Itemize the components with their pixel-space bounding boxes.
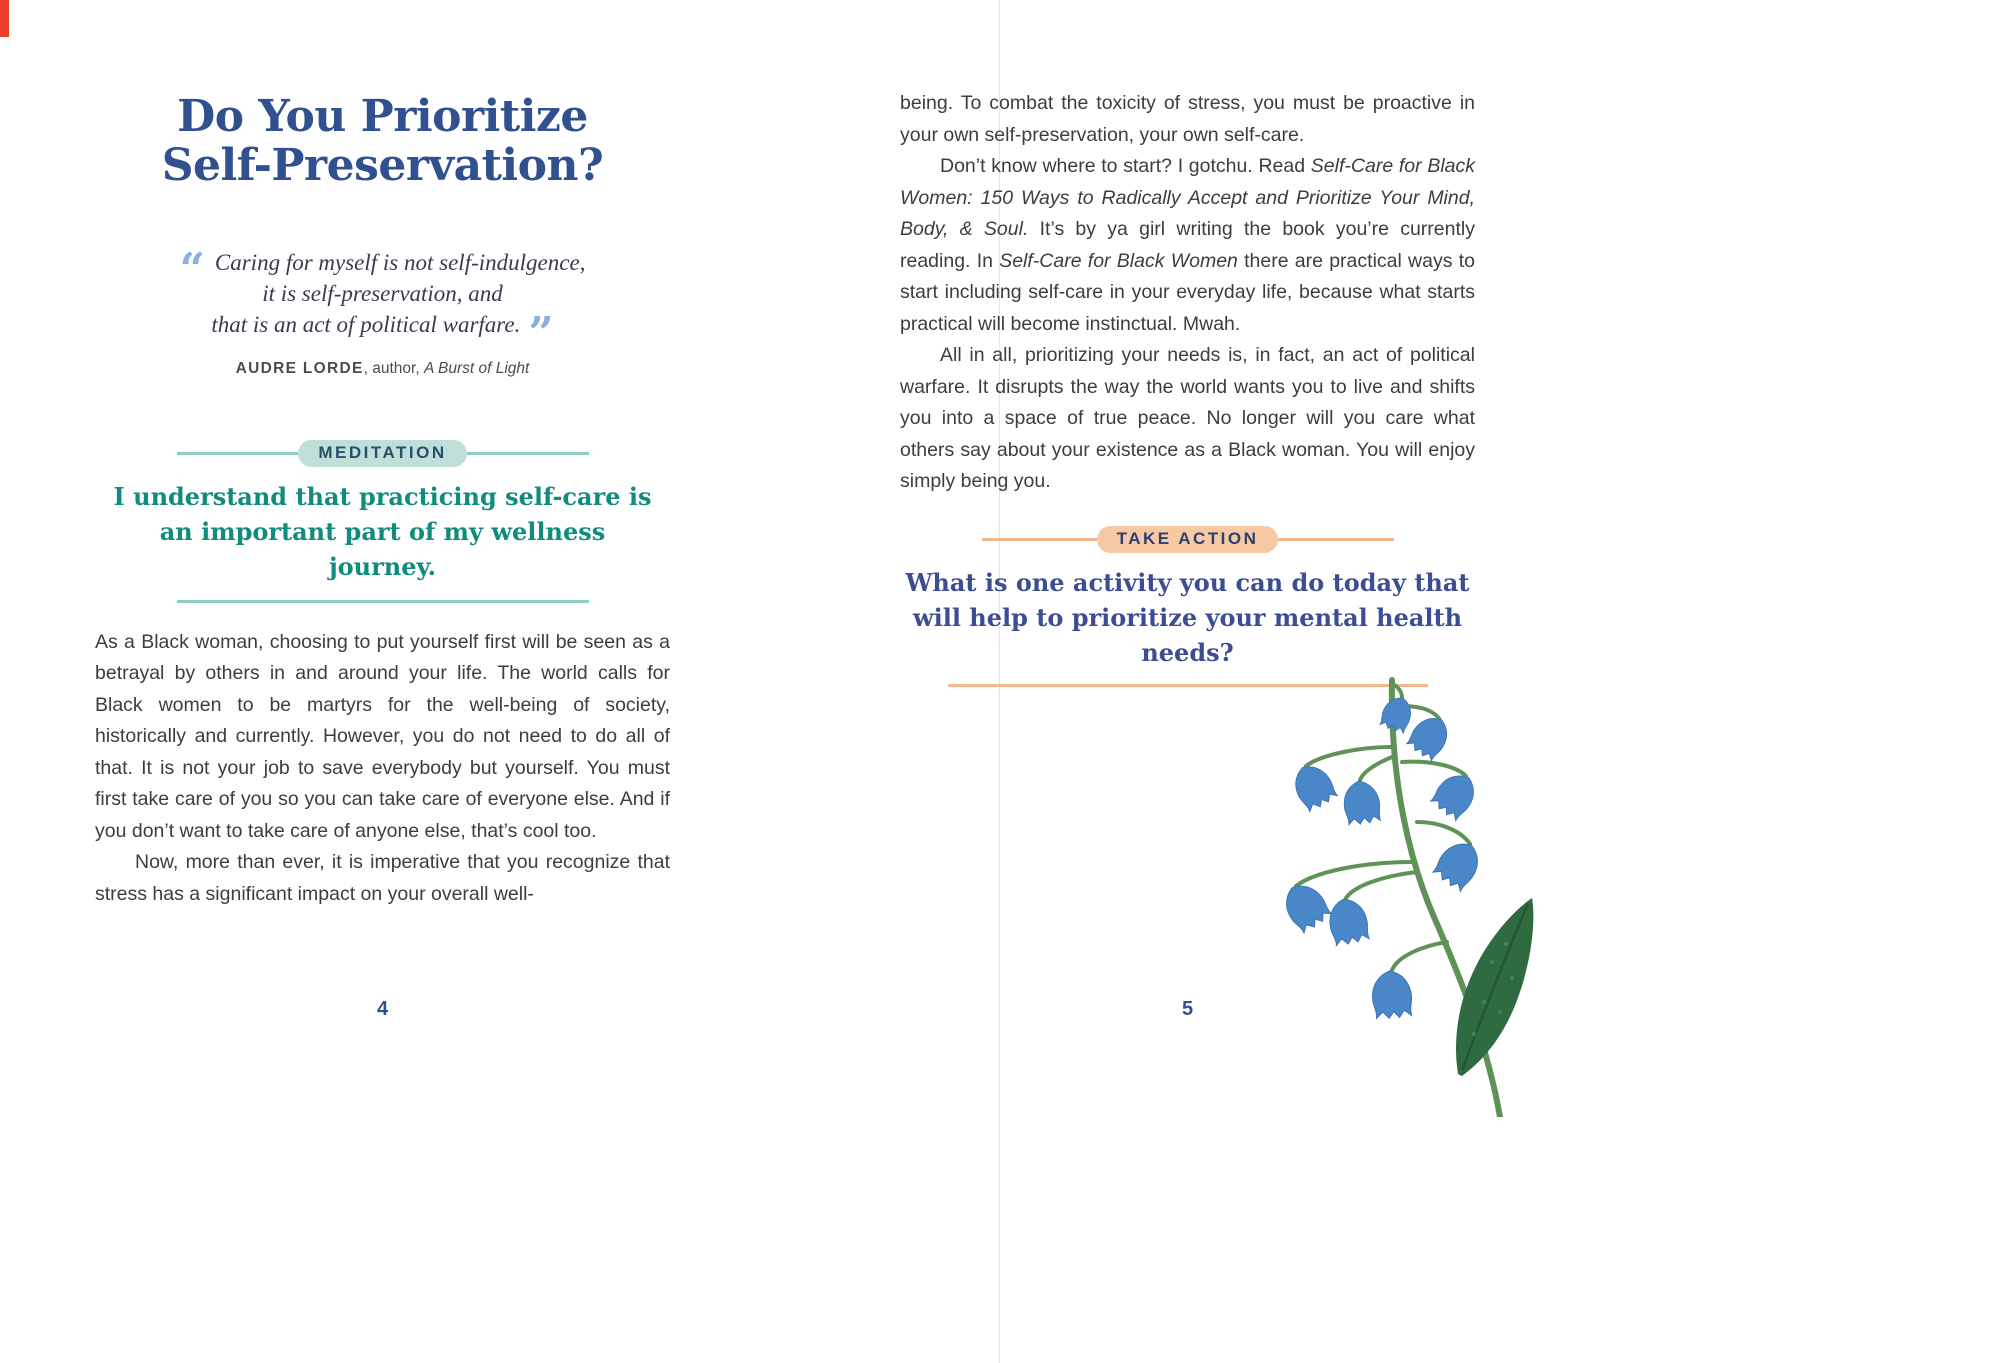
text-segment: being. To combat the toxicity of stress, you must be proactive in your own self-preservation, your own self-care. [900,92,1475,146]
right-page-number: 5 [1181,998,1194,1020]
quote-attribution [95,360,670,378]
take-action-question: What is one activity you can do today that will help to prioritize your mental health needs? [905,567,1470,667]
take-action-badge: TAKE ACTION [1097,526,1279,553]
quote-line-3 [95,307,670,359]
body-paragraph [900,151,1475,340]
quote-text: that is an act of political warfare. [211,311,521,337]
left-body-text [95,627,670,911]
meditation-badge: MEDITATION [298,440,466,467]
work-title: A Burst of Light [423,359,530,377]
body-paragraph [900,88,1475,151]
rule-line-right [1278,538,1393,541]
text-segment: Don’t know where to start? I gotchu. Read [940,155,1311,177]
text-segment: Now, more than ever, it is imperative that you recognize that stress has a significant impact on your overall well- [95,851,670,905]
text-segment: All in all, prioritizing your needs is, in fact, an act of political warfare. It disrupts the way the world wants you to live and shifts you into a space of true peace. No longer will you care what others say about your existence as a Black woman. You will enjoy simply being you. [900,344,1475,492]
meditation-underline [177,600,589,603]
body-paragraph [95,847,670,910]
flower-leaf [1456,898,1533,1076]
right-page [900,88,1475,687]
right-body-text [900,88,1475,498]
italic-text-segment: Self-Care for Black Women: 150 Ways to Radically Accept and Prioritize Your Mind, Body, & Soul. [900,155,1475,240]
body-paragraph [95,627,670,848]
body-paragraph [900,340,1475,498]
meditation-affirmation: I understand that practicing self-care is an important part of my wellness journey. [113,481,652,581]
attribution-separator: , author, [363,359,424,377]
rule-line-right [467,452,589,455]
take-action-section-header [982,526,1394,553]
text-segment: It’s by ya girl writing the book you’re currently reading. In [900,218,1475,272]
text-segment: As a Black woman, choosing to put yourself first will be seen as a betrayal by others in and around your life. The world calls for Black women to be martyrs for the well-being of society, historically and currently. However, you do not need to do all of that. It is not your job to save everybody but yourself. You must first take care of you so you can take care of everyone else. And if you don’t want to take care of anyone else, that’s cool too. [95,630,670,842]
italic-text-segment: Self-Care for Black Women [999,249,1238,272]
text-segment: there are practical ways to start including self-care in your everyday life, because what starts practical will become instinctual. Mwah. [900,249,1475,335]
open-quote-icon: “ [179,243,205,295]
left-page-number: 4 [376,998,389,1020]
chapter-title [95,92,670,191]
left-page [95,92,670,910]
chapter-title-line-2: Self-Preservation? [161,140,604,192]
chapter-title-line-1: Do You Prioritize [177,91,588,142]
close-quote-icon: ” [528,307,554,359]
book-cover-edge [0,0,9,37]
quote-line-2: it is self-preservation, and [262,280,503,306]
epigraph-quote [95,243,670,359]
author-name: AUDRE LORDE [235,359,364,377]
rule-line-left [177,452,299,455]
rule-line-left [982,538,1097,541]
quote-text: Caring for myself is not self-indulgence, [214,249,586,275]
meditation-section-header [177,440,589,467]
lily-of-the-valley-illustration [1262,662,1542,1117]
